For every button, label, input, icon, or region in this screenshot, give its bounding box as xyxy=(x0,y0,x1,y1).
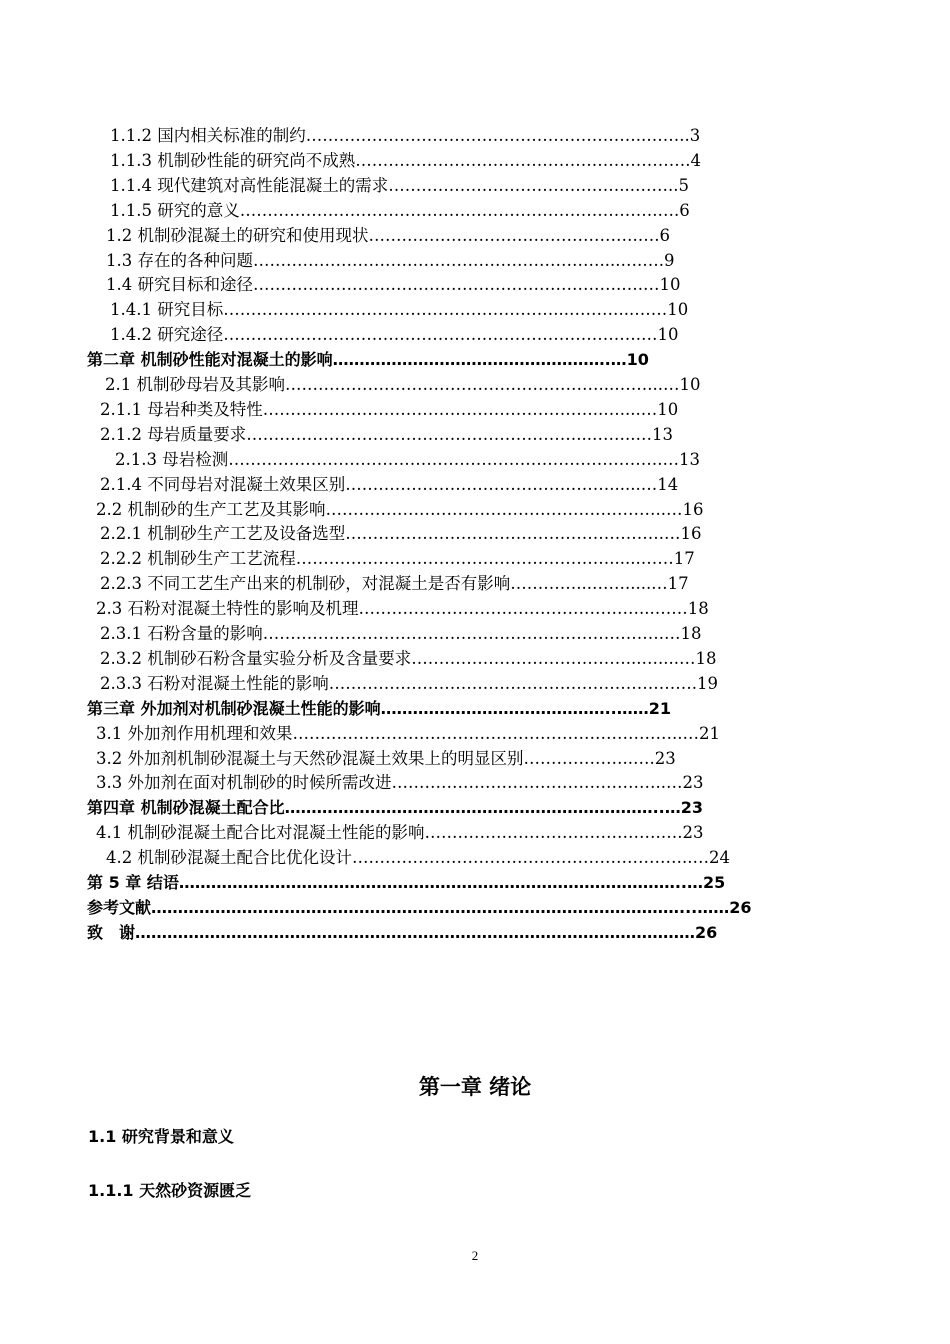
toc-entry[interactable]: 1.3 存在的各种问题………………………………………………………....….….9 xyxy=(106,250,675,270)
toc-entry[interactable]: 第二章 机制砂性能对混凝土的影响…………………………………………….…10 xyxy=(87,350,649,370)
chapter-title: 第一章 绪论 xyxy=(418,1075,532,1099)
section-heading: 1.1 研究背景和意义 xyxy=(88,1127,234,1146)
toc-entry[interactable]: 1.4.2 研究途径………………………………………………………………….…10 xyxy=(110,325,679,345)
toc-entry[interactable]: 2.2.1 机制砂生产工艺及设备选型………………………………………………….…16 xyxy=(100,524,702,544)
toc-entry[interactable]: 2.2.3 不同工艺生产出来的机制砂，对混凝土是否有影响…………...…….....…17 xyxy=(100,574,689,594)
toc-entry[interactable]: 2.3.1 石粉含量的影响……………………………………………………………….…18 xyxy=(100,624,702,643)
toc-entry[interactable]: 2.1.1 母岩种类及特性……………………………………………………..…....…10 xyxy=(100,399,679,419)
toc-entry[interactable]: 3.2 外加剂机制砂混凝土与天然砂混凝土效果上的明显区别………………..….23 xyxy=(96,748,676,768)
toc-entry[interactable]: 参考文献………………………………………………………………………………………...……26 xyxy=(87,897,752,917)
toc-entry[interactable]: 1.1.3 机制砂性能的研究尚不成熟…………………………………………………….4 xyxy=(110,150,701,170)
toc-entry[interactable]: 2.1.3 母岩检测…………………………………………………………………….…13 xyxy=(115,449,700,469)
toc-entry[interactable]: 1.2 机制砂混凝土的研究和使用现状………………………………………….….6 xyxy=(106,225,670,245)
toc-entry[interactable]: 1.1.4 现代建筑对高性能混凝土的需求……………………………………...……..5 xyxy=(110,175,689,195)
toc-entry[interactable]: 第三章 外加剂对机制砂混凝土性能的影响……………………………………..……21 xyxy=(87,698,671,718)
toc-entry[interactable]: 1.4 研究目标和途径………………………………………………………….….…10 xyxy=(106,275,681,295)
toc-entry[interactable]: 2.2.2 机制砂生产工艺流程…………………………………………………......……17 xyxy=(100,549,695,569)
toc-entry[interactable]: 第 5 章 结语…………………………………………………………………………………..…25 xyxy=(87,873,726,892)
toc-entry[interactable]: 2.3.3 石粉对混凝土性能的影响………………………………………………………….19 xyxy=(100,673,718,693)
page-number: 2 xyxy=(471,1248,479,1263)
toc-entry[interactable]: 4.2 机制砂混凝土配合比优化设计……………………………………………………..…24 xyxy=(106,848,730,868)
toc-entry[interactable]: 致 谢……………………………………………………………………………………………26 xyxy=(87,922,718,942)
toc-entry[interactable]: 3.1 外加剂作用机理和效果……………………………………………………………..…21 xyxy=(96,723,720,743)
toc-entry[interactable]: 1.1.2 国内相关标准的制约……………………………………………………..……..3 xyxy=(110,126,701,145)
toc-entry[interactable]: 2.3 石粉对混凝土特性的影响及机理……………………………………………...……18 xyxy=(96,599,709,619)
toc-entry[interactable]: 3.3 外加剂在面对机制砂的时候所需改进…………………………………………..…23 xyxy=(96,773,704,793)
toc-entry[interactable]: 1.4.1 研究目标……………………………………………………...………...……10 xyxy=(110,300,689,320)
toc-entry[interactable]: 2.1.4 不同母岩对混凝土效果区别…………………………………………......…14 xyxy=(100,474,679,494)
toc-entry[interactable]: 2.3.2 机制砂石粉含量实验分析及含量要求…………………………………...…....…18 xyxy=(100,648,717,668)
toc-entry[interactable]: 2.1.2 母岩质量要求……………………………………………………...……..…13 xyxy=(100,424,673,444)
toc-entry[interactable]: 第四章 机制砂混凝土配合比……………………………………………………………..…23 xyxy=(87,798,703,818)
subsection-heading: 1.1.1 天然砂资源匮乏 xyxy=(88,1181,252,1200)
toc-entry[interactable]: 4.1 机制砂混凝土配合比对混凝土性能的影响…………………………………….….23 xyxy=(96,823,704,843)
toc-entry[interactable]: 1.1.5 研究的意义………………………………………………………………….….6 xyxy=(110,200,690,220)
toc-entry[interactable]: 2.1 机制砂母岩及其影响…………………………………………………...……...…10 xyxy=(105,375,701,394)
toc-entry[interactable]: 2.2 机制砂的生产工艺及其影响……………………………………………………..…16 xyxy=(96,499,704,519)
